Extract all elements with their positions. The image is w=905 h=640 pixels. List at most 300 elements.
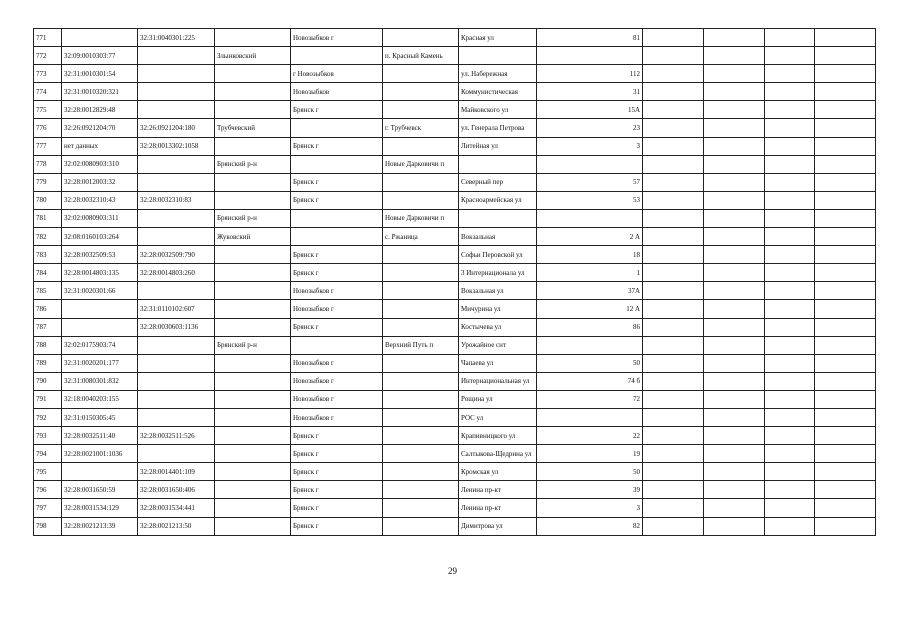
city-cell: Новозыбков г <box>291 300 383 318</box>
city-cell <box>291 119 383 137</box>
extra-cell-3 <box>765 264 815 282</box>
row-number-cell: 783 <box>34 246 62 264</box>
cadastral-number-cell: нет данных <box>62 137 138 155</box>
extra-cell-2 <box>704 173 765 191</box>
district-cell <box>215 354 291 372</box>
street-cell: РОС ул <box>459 408 537 426</box>
extra-cell-1 <box>643 47 704 65</box>
extra-cell-3 <box>765 336 815 354</box>
row-number-cell: 778 <box>34 155 62 173</box>
table-row <box>34 354 876 372</box>
district-cell <box>215 372 291 390</box>
table-row <box>34 517 876 535</box>
extra-cell-1 <box>643 246 704 264</box>
settlement-cell <box>383 499 459 517</box>
table-row <box>34 83 876 101</box>
district-cell <box>215 264 291 282</box>
row-number-cell: 777 <box>34 137 62 155</box>
street-cell: Мичурина ул <box>459 300 537 318</box>
cadastral-number-2-cell <box>138 372 215 390</box>
extra-cell-2 <box>704 300 765 318</box>
cadastral-number-cell: 32:02:0175903:74 <box>62 336 138 354</box>
extra-cell-2 <box>704 408 765 426</box>
extra-cell-2 <box>704 83 765 101</box>
extra-cell-3 <box>765 427 815 445</box>
street-cell: Красная ул <box>459 29 537 47</box>
cadastral-number-cell: 32:28:0031534:129 <box>62 499 138 517</box>
row-number-cell: 795 <box>34 463 62 481</box>
street-cell: Ленина пр-кт <box>459 499 537 517</box>
extra-cell-2 <box>704 228 765 246</box>
house-number-cell: 81 <box>537 29 643 47</box>
street-cell: Майковского ул <box>459 101 537 119</box>
cadastral-number-cell: 32:02:0080903:310 <box>62 155 138 173</box>
extra-cell-1 <box>643 264 704 282</box>
row-number-cell: 796 <box>34 481 62 499</box>
extra-cell-2 <box>704 445 765 463</box>
cadastral-number-cell <box>62 29 138 47</box>
city-cell: Брянск г <box>291 191 383 209</box>
district-cell: Брянский р-н <box>215 155 291 173</box>
extra-cell-3 <box>765 65 815 83</box>
city-cell: Брянск г <box>291 517 383 535</box>
cadastral-number-cell: 32:28:0021001:1036 <box>62 445 138 463</box>
extra-cell-2 <box>704 209 765 227</box>
street-cell: Коммунистическая <box>459 83 537 101</box>
table-row <box>34 390 876 408</box>
row-number-cell: 798 <box>34 517 62 535</box>
row-number-cell: 785 <box>34 282 62 300</box>
table-body <box>34 29 876 536</box>
house-number-cell: 19 <box>537 445 643 463</box>
extra-cell-2 <box>704 427 765 445</box>
city-cell: Брянск г <box>291 101 383 119</box>
table-row <box>34 282 876 300</box>
table-row <box>34 372 876 390</box>
settlement-cell <box>383 445 459 463</box>
district-cell <box>215 318 291 336</box>
extra-cell-4 <box>815 119 876 137</box>
city-cell: Новозыбков г <box>291 372 383 390</box>
cadastral-number-2-cell: 32:28:0014803:260 <box>138 264 215 282</box>
district-cell <box>215 463 291 481</box>
cadastral-number-2-cell: 32:28:0014401:109 <box>138 463 215 481</box>
page-number: 29 <box>448 566 457 576</box>
house-number-cell: 72 <box>537 390 643 408</box>
row-number-cell: 792 <box>34 408 62 426</box>
table-row <box>34 408 876 426</box>
house-number-cell <box>537 408 643 426</box>
cadastral-number-2-cell <box>138 354 215 372</box>
table-row <box>34 463 876 481</box>
extra-cell-1 <box>643 427 704 445</box>
settlement-cell: Новые Дарковичи п <box>383 209 459 227</box>
district-cell <box>215 517 291 535</box>
row-number-cell: 788 <box>34 336 62 354</box>
settlement-cell <box>383 101 459 119</box>
extra-cell-4 <box>815 209 876 227</box>
extra-cell-4 <box>815 427 876 445</box>
settlement-cell <box>383 463 459 481</box>
city-cell: Брянск г <box>291 445 383 463</box>
table-row <box>34 137 876 155</box>
house-number-cell: 18 <box>537 246 643 264</box>
district-cell <box>215 499 291 517</box>
cadastral-number-2-cell <box>138 155 215 173</box>
street-cell: Ленина пр-кт <box>459 481 537 499</box>
extra-cell-4 <box>815 246 876 264</box>
extra-cell-4 <box>815 47 876 65</box>
street-cell: Димитрова ул <box>459 517 537 535</box>
settlement-cell <box>383 390 459 408</box>
cadastral-number-2-cell <box>138 408 215 426</box>
street-cell: Крапивницкого ул <box>459 427 537 445</box>
street-cell: Вокзальная ул <box>459 282 537 300</box>
cadastral-number-cell: 32:31:0010320:321 <box>62 83 138 101</box>
extra-cell-3 <box>765 499 815 517</box>
extra-cell-1 <box>643 499 704 517</box>
extra-cell-3 <box>765 282 815 300</box>
settlement-cell: Верхний Путь п <box>383 336 459 354</box>
city-cell: Брянск г <box>291 246 383 264</box>
street-cell: Северный пер <box>459 173 537 191</box>
cadastral-number-cell: 32:28:0014803:135 <box>62 264 138 282</box>
cadastral-number-cell: 32:28:0021213:39 <box>62 517 138 535</box>
extra-cell-1 <box>643 119 704 137</box>
settlement-cell: с. Ржаница <box>383 228 459 246</box>
settlement-cell <box>383 264 459 282</box>
house-number-cell: 23 <box>537 119 643 137</box>
district-cell <box>215 173 291 191</box>
extra-cell-1 <box>643 517 704 535</box>
house-number-cell: 39 <box>537 481 643 499</box>
settlement-cell: Новые Дарковичи п <box>383 155 459 173</box>
city-cell <box>291 228 383 246</box>
table-row <box>34 228 876 246</box>
extra-cell-3 <box>765 445 815 463</box>
extra-cell-2 <box>704 481 765 499</box>
cadastral-number-2-cell: 32:28:0021213:50 <box>138 517 215 535</box>
house-number-cell: 31 <box>537 83 643 101</box>
extra-cell-3 <box>765 372 815 390</box>
cadastral-number-2-cell <box>138 47 215 65</box>
city-cell <box>291 209 383 227</box>
cadastral-number-2-cell <box>138 390 215 408</box>
extra-cell-2 <box>704 264 765 282</box>
row-number-cell: 780 <box>34 191 62 209</box>
settlement-cell <box>383 427 459 445</box>
street-cell: ул. Генерала Петрова <box>459 119 537 137</box>
extra-cell-4 <box>815 173 876 191</box>
extra-cell-4 <box>815 29 876 47</box>
settlement-cell <box>383 481 459 499</box>
settlement-cell <box>383 318 459 336</box>
house-number-cell: 50 <box>537 463 643 481</box>
cadastral-number-cell <box>62 300 138 318</box>
cadastral-number-2-cell <box>138 228 215 246</box>
house-number-cell: 3 <box>537 137 643 155</box>
street-cell <box>459 209 537 227</box>
extra-cell-1 <box>643 101 704 119</box>
cadastral-number-cell: 32:26:0921204:70 <box>62 119 138 137</box>
extra-cell-1 <box>643 29 704 47</box>
street-cell: Рощина ул <box>459 390 537 408</box>
settlement-cell <box>383 300 459 318</box>
district-cell <box>215 83 291 101</box>
house-number-cell: 86 <box>537 318 643 336</box>
extra-cell-2 <box>704 463 765 481</box>
extra-cell-1 <box>643 318 704 336</box>
registry-table <box>33 28 876 536</box>
extra-cell-4 <box>815 137 876 155</box>
extra-cell-4 <box>815 336 876 354</box>
settlement-cell <box>383 65 459 83</box>
settlement-cell <box>383 173 459 191</box>
district-cell <box>215 481 291 499</box>
district-cell <box>215 137 291 155</box>
city-cell: Брянск г <box>291 499 383 517</box>
table-row <box>34 29 876 47</box>
table-row <box>34 47 876 65</box>
street-cell: Салтыкова-Щедрина ул <box>459 445 537 463</box>
table-row <box>34 318 876 336</box>
row-number-cell: 776 <box>34 119 62 137</box>
extra-cell-1 <box>643 445 704 463</box>
house-number-cell: 50 <box>537 354 643 372</box>
cadastral-number-2-cell <box>138 209 215 227</box>
city-cell: Новозыбков г <box>291 390 383 408</box>
extra-cell-3 <box>765 101 815 119</box>
city-cell: Брянск г <box>291 173 383 191</box>
table-row <box>34 445 876 463</box>
city-cell <box>291 336 383 354</box>
settlement-cell <box>383 83 459 101</box>
settlement-cell <box>383 408 459 426</box>
extra-cell-4 <box>815 264 876 282</box>
cadastral-number-cell: 32:28:0032509:53 <box>62 246 138 264</box>
cadastral-number-cell: 32:31:0150305:45 <box>62 408 138 426</box>
cadastral-number-2-cell: 32:28:0032310:83 <box>138 191 215 209</box>
cadastral-number-cell: 32:31:0010301:54 <box>62 65 138 83</box>
table-row <box>34 427 876 445</box>
table-row <box>34 336 876 354</box>
table-row <box>34 119 876 137</box>
extra-cell-1 <box>643 173 704 191</box>
extra-cell-2 <box>704 354 765 372</box>
city-cell: Брянск г <box>291 463 383 481</box>
extra-cell-1 <box>643 390 704 408</box>
street-cell: Литейная ул <box>459 137 537 155</box>
street-cell: Урожайное снт <box>459 336 537 354</box>
cadastral-number-cell: 32:31:0080301:832 <box>62 372 138 390</box>
house-number-cell: 12 А <box>537 300 643 318</box>
extra-cell-1 <box>643 372 704 390</box>
extra-cell-4 <box>815 155 876 173</box>
cadastral-number-cell: 32:28:0031650:59 <box>62 481 138 499</box>
street-cell: Кромская ул <box>459 463 537 481</box>
extra-cell-1 <box>643 191 704 209</box>
house-number-cell <box>537 155 643 173</box>
house-number-cell: 15А <box>537 101 643 119</box>
street-cell: ул. Набережная <box>459 65 537 83</box>
cadastral-number-2-cell: 32:28:0031650:406 <box>138 481 215 499</box>
extra-cell-4 <box>815 517 876 535</box>
cadastral-number-cell <box>62 318 138 336</box>
extra-cell-3 <box>765 318 815 336</box>
district-cell: Злынковский <box>215 47 291 65</box>
extra-cell-4 <box>815 101 876 119</box>
table-row <box>34 101 876 119</box>
cadastral-number-2-cell: 32:28:0032509:790 <box>138 246 215 264</box>
row-number-cell: 774 <box>34 83 62 101</box>
extra-cell-4 <box>815 481 876 499</box>
extra-cell-4 <box>815 191 876 209</box>
extra-cell-1 <box>643 83 704 101</box>
extra-cell-4 <box>815 499 876 517</box>
extra-cell-3 <box>765 463 815 481</box>
house-number-cell: 112 <box>537 65 643 83</box>
extra-cell-3 <box>765 83 815 101</box>
extra-cell-4 <box>815 228 876 246</box>
street-cell: 3 Интернационала ул <box>459 264 537 282</box>
extra-cell-3 <box>765 228 815 246</box>
extra-cell-2 <box>704 191 765 209</box>
cadastral-number-cell: 32:28:0012829:48 <box>62 101 138 119</box>
extra-cell-3 <box>765 481 815 499</box>
settlement-cell <box>383 191 459 209</box>
district-cell: Брянский р-н <box>215 209 291 227</box>
street-cell: Вокзальная <box>459 228 537 246</box>
extra-cell-3 <box>765 47 815 65</box>
cadastral-number-cell: 32:28:0032310:43 <box>62 191 138 209</box>
house-number-cell: 3 <box>537 499 643 517</box>
district-cell <box>215 191 291 209</box>
table-row <box>34 246 876 264</box>
extra-cell-3 <box>765 119 815 137</box>
district-cell <box>215 65 291 83</box>
row-number-cell: 771 <box>34 29 62 47</box>
row-number-cell: 791 <box>34 390 62 408</box>
extra-cell-2 <box>704 246 765 264</box>
extra-cell-3 <box>765 137 815 155</box>
city-cell: Брянск г <box>291 318 383 336</box>
table-row <box>34 300 876 318</box>
extra-cell-2 <box>704 119 765 137</box>
city-cell: Брянск г <box>291 481 383 499</box>
extra-cell-4 <box>815 408 876 426</box>
city-cell <box>291 155 383 173</box>
row-number-cell: 790 <box>34 372 62 390</box>
settlement-cell <box>383 137 459 155</box>
city-cell: Брянск г <box>291 264 383 282</box>
district-cell <box>215 427 291 445</box>
cadastral-number-cell <box>62 463 138 481</box>
street-cell: Красноармейская ул <box>459 191 537 209</box>
extra-cell-1 <box>643 155 704 173</box>
house-number-cell: 1 <box>537 264 643 282</box>
settlement-cell: г. Трубчевск <box>383 119 459 137</box>
cadastral-number-2-cell <box>138 65 215 83</box>
extra-cell-2 <box>704 372 765 390</box>
cadastral-number-cell: 32:31:0020301:66 <box>62 282 138 300</box>
row-number-cell: 789 <box>34 354 62 372</box>
cadastral-number-2-cell: 32:26:0921204:180 <box>138 119 215 137</box>
extra-cell-2 <box>704 47 765 65</box>
settlement-cell <box>383 29 459 47</box>
extra-cell-3 <box>765 517 815 535</box>
cadastral-number-2-cell: 32:28:0032511:526 <box>138 427 215 445</box>
table-row <box>34 264 876 282</box>
cadastral-number-cell: 32:02:0080903:311 <box>62 209 138 227</box>
table-row <box>34 209 876 227</box>
extra-cell-4 <box>815 372 876 390</box>
extra-cell-2 <box>704 155 765 173</box>
extra-cell-4 <box>815 318 876 336</box>
cadastral-number-2-cell <box>138 445 215 463</box>
extra-cell-1 <box>643 228 704 246</box>
extra-cell-4 <box>815 354 876 372</box>
row-number-cell: 794 <box>34 445 62 463</box>
cadastral-number-2-cell: 32:28:0031534:441 <box>138 499 215 517</box>
district-cell <box>215 282 291 300</box>
district-cell: Трубчевский <box>215 119 291 137</box>
house-number-cell: 53 <box>537 191 643 209</box>
settlement-cell <box>383 246 459 264</box>
city-cell <box>291 47 383 65</box>
cadastral-number-2-cell <box>138 282 215 300</box>
extra-cell-2 <box>704 336 765 354</box>
extra-cell-3 <box>765 300 815 318</box>
cadastral-number-2-cell <box>138 173 215 191</box>
row-number-cell: 775 <box>34 101 62 119</box>
cadastral-number-cell: 32:08:0160103:264 <box>62 228 138 246</box>
cadastral-number-2-cell: 32:28:0013302:1058 <box>138 137 215 155</box>
house-number-cell: 22 <box>537 427 643 445</box>
extra-cell-4 <box>815 282 876 300</box>
house-number-cell: 57 <box>537 173 643 191</box>
extra-cell-2 <box>704 137 765 155</box>
extra-cell-4 <box>815 463 876 481</box>
extra-cell-2 <box>704 390 765 408</box>
house-number-cell <box>537 209 643 227</box>
row-number-cell: 797 <box>34 499 62 517</box>
settlement-cell <box>383 517 459 535</box>
extra-cell-2 <box>704 65 765 83</box>
extra-cell-1 <box>643 463 704 481</box>
city-cell: Новозыбков г <box>291 29 383 47</box>
house-number-cell: 2 А <box>537 228 643 246</box>
house-number-cell <box>537 336 643 354</box>
row-number-cell: 779 <box>34 173 62 191</box>
table-row <box>34 481 876 499</box>
extra-cell-2 <box>704 101 765 119</box>
extra-cell-2 <box>704 282 765 300</box>
extra-cell-1 <box>643 408 704 426</box>
table-row <box>34 173 876 191</box>
cadastral-number-2-cell <box>138 101 215 119</box>
extra-cell-1 <box>643 336 704 354</box>
settlement-cell: п. Красный Камень <box>383 47 459 65</box>
cadastral-number-cell: 32:18:0040203:155 <box>62 390 138 408</box>
cadastral-number-cell: 32:09:0010303:77 <box>62 47 138 65</box>
street-cell: Софьи Перовской ул <box>459 246 537 264</box>
extra-cell-1 <box>643 65 704 83</box>
district-cell <box>215 390 291 408</box>
extra-cell-3 <box>765 246 815 264</box>
house-number-cell: 74 б <box>537 372 643 390</box>
extra-cell-1 <box>643 481 704 499</box>
row-number-cell: 782 <box>34 228 62 246</box>
